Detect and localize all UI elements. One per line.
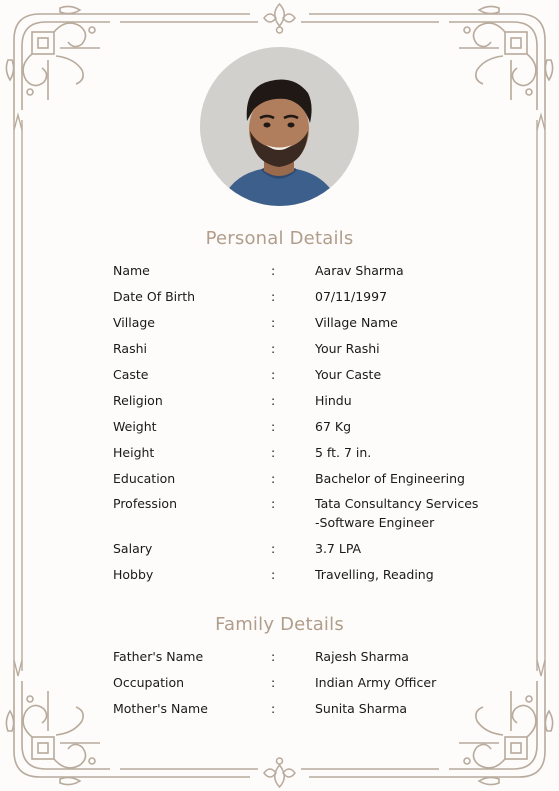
detail-value: [315, 261, 515, 280]
detail-label: Caste: [113, 367, 149, 382]
detail-value-line: Rajesh Sharma: [315, 649, 409, 664]
detail-separator: :: [271, 393, 276, 408]
detail-label: Occupation: [113, 675, 185, 690]
detail-label: Father's Name: [113, 649, 204, 664]
detail-separator: :: [271, 341, 276, 356]
detail-value-line: 07/11/1997: [315, 289, 388, 304]
detail-separator: :: [271, 675, 276, 690]
detail-value-line: Aarav Sharma: [315, 263, 404, 278]
detail-label: Date Of Birth: [113, 289, 196, 304]
detail-label: Village: [113, 315, 155, 330]
detail-value-line: Indian Army Officer: [315, 675, 437, 690]
detail-value-line: 67 Kg: [315, 419, 352, 434]
detail-value: [315, 699, 515, 718]
detail-value: [315, 673, 515, 692]
family-details-title: Family Details: [215, 614, 344, 635]
detail-separator: :: [271, 541, 276, 556]
detail-label: Weight: [113, 419, 157, 434]
detail-value: [315, 339, 515, 358]
detail-separator: :: [271, 445, 276, 460]
profile-photo: [200, 47, 359, 206]
detail-label: Rashi: [113, 341, 147, 356]
detail-label: Religion: [113, 393, 163, 408]
detail-value-line: Travelling, Reading: [315, 567, 434, 582]
detail-separator: :: [271, 496, 276, 511]
detail-value-line: Village Name: [315, 315, 398, 330]
detail-label: Name: [113, 263, 150, 278]
detail-value-line: Tata Consultancy Services: [315, 496, 479, 511]
detail-value: [315, 417, 515, 436]
detail-separator: :: [271, 367, 276, 382]
personal-details-title: Personal Details: [205, 228, 354, 249]
detail-value-line: Your Caste: [315, 367, 382, 382]
detail-separator: :: [271, 471, 276, 486]
detail-separator: :: [271, 567, 276, 582]
detail-value-line: Sunita Sharma: [315, 701, 408, 716]
detail-value: [315, 494, 515, 532]
detail-value-line: -Software Engineer: [315, 515, 435, 530]
detail-value: [315, 313, 515, 332]
detail-value-line: Bachelor of Engineering: [315, 471, 465, 486]
detail-label: Profession: [113, 496, 177, 511]
detail-separator: :: [271, 315, 276, 330]
detail-separator: :: [271, 263, 276, 278]
detail-value: [315, 391, 515, 410]
detail-label: Mother's Name: [113, 701, 208, 716]
detail-label: Height: [113, 445, 155, 460]
detail-value: [315, 365, 515, 384]
detail-separator: :: [271, 419, 276, 434]
detail-value: [315, 443, 515, 462]
detail-label: Education: [113, 471, 176, 486]
detail-separator: :: [271, 701, 276, 716]
detail-label: Salary: [113, 541, 153, 556]
detail-value: [315, 469, 515, 488]
detail-separator: :: [271, 289, 276, 304]
detail-value: [315, 539, 515, 558]
detail-value-line: Your Rashi: [315, 341, 380, 356]
detail-separator: :: [271, 649, 276, 664]
detail-label: Hobby: [113, 567, 154, 582]
detail-value: [315, 287, 515, 306]
detail-value-line: Hindu: [315, 393, 352, 408]
detail-value: [315, 647, 515, 666]
detail-value-line: 3.7 LPA: [315, 541, 362, 556]
detail-value-line: 5 ft. 7 in.: [315, 445, 372, 460]
detail-value: [315, 565, 515, 584]
